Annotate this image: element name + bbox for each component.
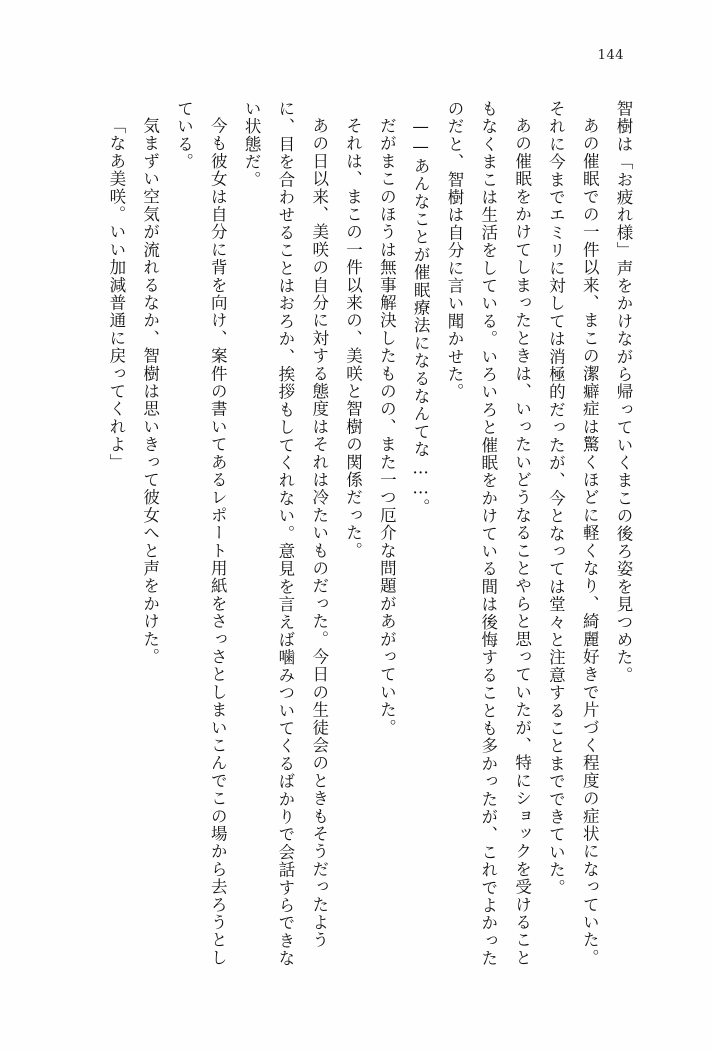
paragraph: あの催眠での一件以来、まこの潔癖症は驚くほどに軽くなり、綺麗好きで片づく程度の症状になっていた。それに今までエミリに対しては消極的だったが、今となっては堂々と注意することまでできていた。 (546, 100, 600, 967)
paragraph: 今も彼女は自分に背を向け、案件の書いてあるレポート用紙をさっさとしまいこんでこの場から去ろうとしている。 (174, 100, 228, 967)
paragraph: だがまこのほうは無事解決したものの、また一つ厄介な問題があがっていた。 (377, 116, 397, 736)
paragraph: 気まずい空気が流れるなか、智樹は思いきって彼女へと声をかけた。 (140, 116, 160, 666)
paragraph: それは、まこの一件以来の、美咲と智樹の関係だった。 (343, 116, 363, 559)
paragraph: 「なあ美咲。いい加減普通に戻ってくれよ」 (106, 116, 126, 471)
paragraph: あの日以来、美咲の自分に対する態度はそれは冷たいものだった。今日の生徒会のときもそうだったように、目を合わせることはおろか、挨拶もしてくれない。意見を言えば噛みついてくるばかりで会話すらできない状態だ。 (242, 100, 329, 968)
paragraph: 智樹は「お疲れ様」声をかけながら帰っていくまこの後ろ姿を見つめた。 (614, 100, 633, 685)
paragraph: あの催眠をかけてしまったときは、いったいどうなることやらと思っていたが、特にショックを受けることもなくまこは生活をしている。いろいろと催眠をかけている間は後悔することも多かったが、これでよかったのだと、智樹は自分に言い聞かせた。 (444, 100, 532, 968)
page-body-text (70, 100, 640, 980)
paragraph: ——あんなことが催眠療法になるなんてな……。 (411, 116, 431, 516)
page-number: 144 (597, 48, 624, 63)
